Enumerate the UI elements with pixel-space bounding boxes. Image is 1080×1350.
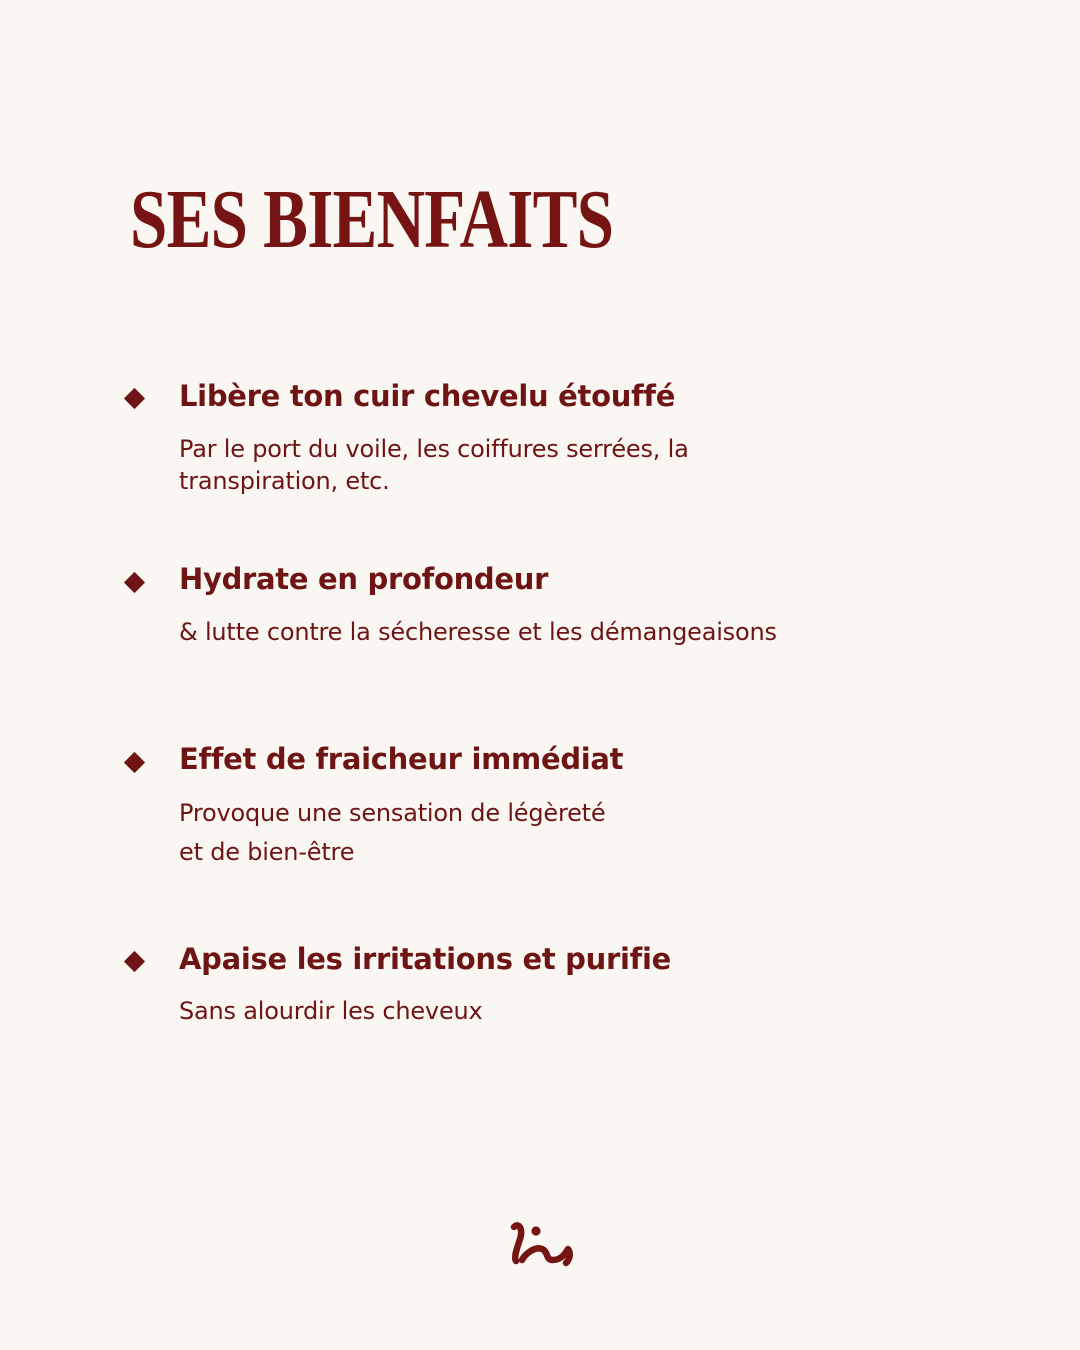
brand-logo <box>505 1216 577 1272</box>
benefit-description-line: Provoque une sensation de légèreté <box>179 799 606 827</box>
benefit-title: Libère ton cuir chevelu étouffé <box>179 379 676 413</box>
benefit-description <box>179 995 483 1027</box>
benefit-description <box>179 794 605 872</box>
benefit-title: Hydrate en profondeur <box>179 562 549 596</box>
benefit-description-line: Par le port du voile, les coiffures serrées, la <box>179 435 689 463</box>
diamond-bullet-icon <box>124 572 145 593</box>
benefit-description-line: Sans alourdir les cheveux <box>179 997 483 1025</box>
diamond-bullet-icon <box>124 388 145 409</box>
benefit-title: Effet de fraicheur immédiat <box>179 742 624 776</box>
benefit-description <box>179 616 777 648</box>
page-title: SES BIENFAITS <box>130 173 614 266</box>
benefit-description <box>179 433 689 497</box>
diamond-bullet-icon <box>124 951 145 972</box>
benefit-title: Apaise les irritations et purifie <box>179 942 671 976</box>
diamond-bullet-icon <box>124 752 145 773</box>
benefit-description-line: et de bien-être <box>179 838 355 866</box>
benefit-description-line: transpiration, etc. <box>179 467 390 495</box>
benefit-description-line: & lutte contre la sécheresse et les démangeaisons <box>179 618 777 646</box>
